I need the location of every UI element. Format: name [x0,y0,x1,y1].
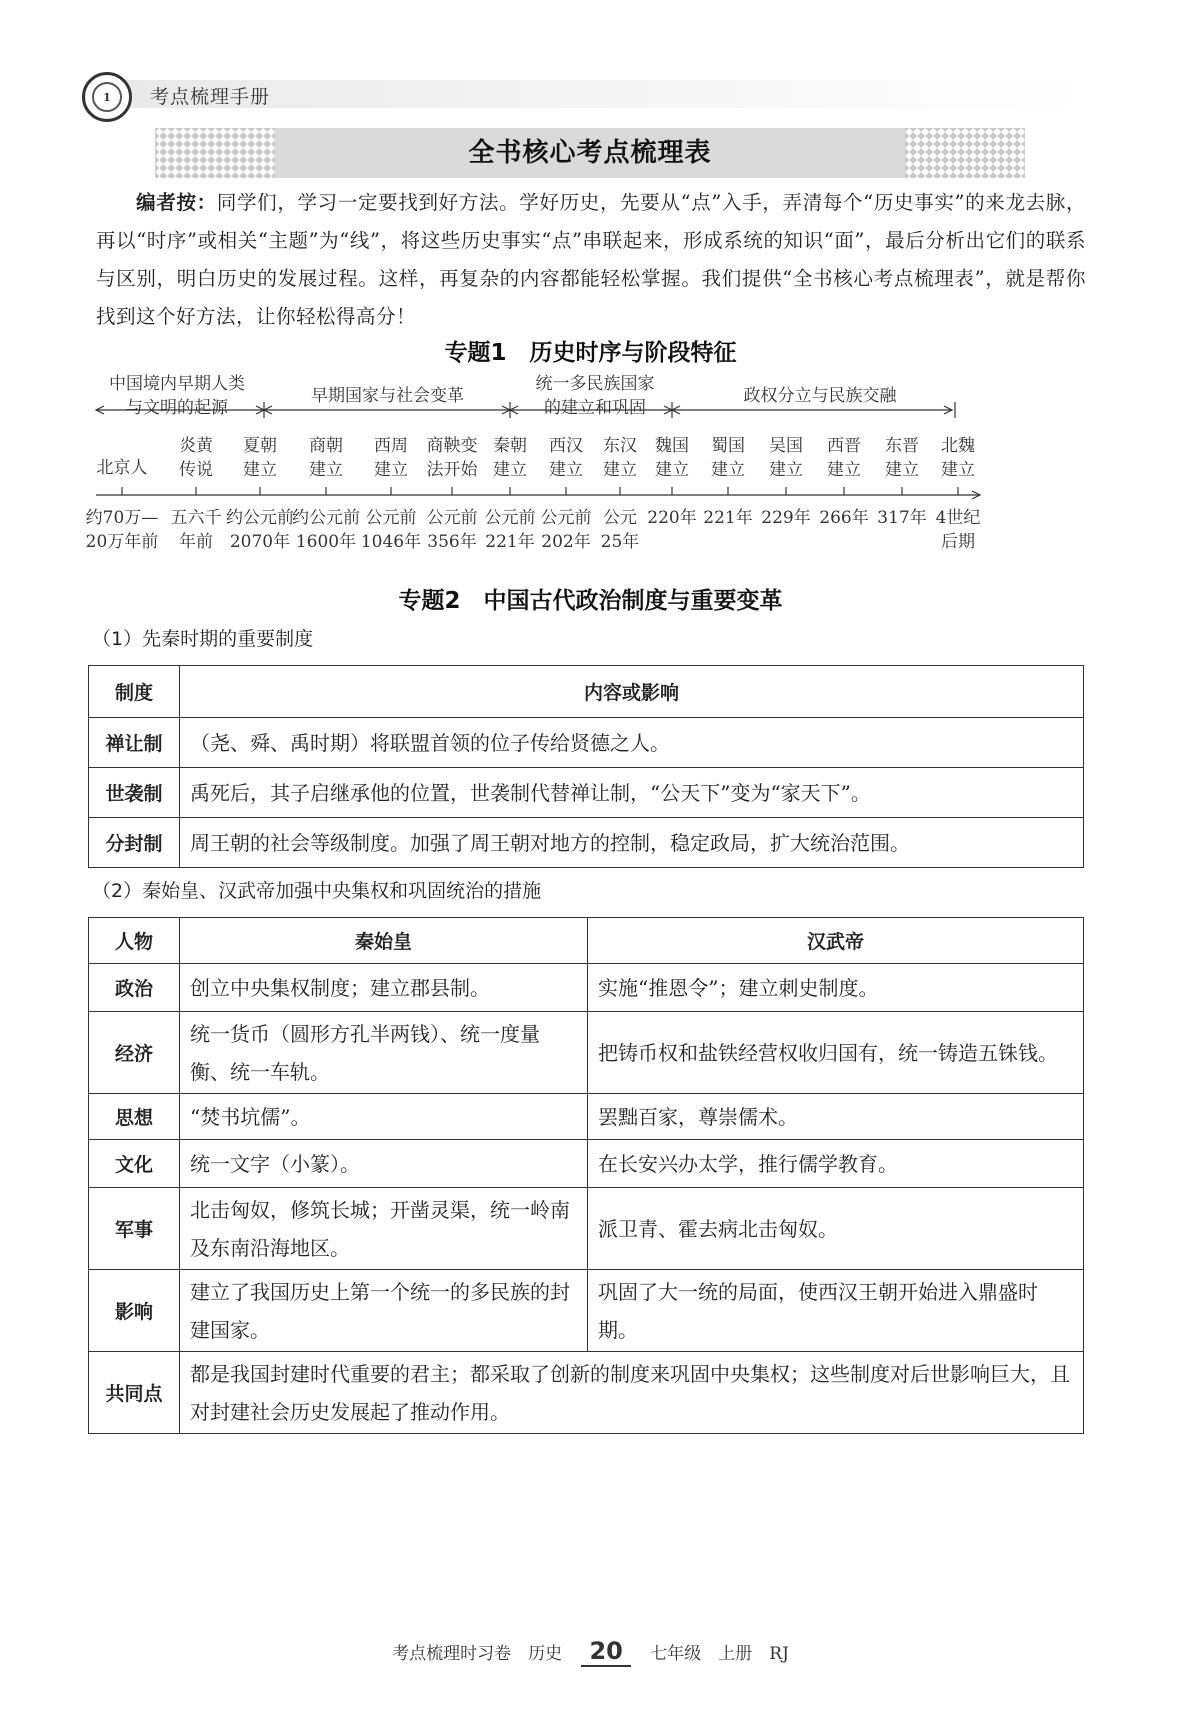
header-title: 考点梳理手册 [150,86,271,108]
event-line2: 建立 [711,460,745,480]
event-line2: 建立 [374,460,408,480]
event-line2: 建立 [769,460,803,480]
measure-category: 军事 [89,1188,180,1270]
table-row [89,1140,1084,1188]
book-logo-text: 1 [92,82,122,112]
event-line1: 魏国 [655,436,689,456]
table2-header-qin: 秦始皇 [180,918,588,964]
qin-measure: “焚书坑儒”。 [180,1094,588,1140]
timeline [0,0,1181,620]
date-line1: 约公元前 [226,508,294,528]
qin-measure: 统一货币（圆形方孔半两钱）、统一度量衡、统一车轨。 [180,1012,588,1094]
footer-left: 考点梳理时习卷 历史 [392,1644,563,1664]
event-line1: 夏朝 [243,436,277,456]
qin-measure: 创立中央集权制度；建立郡县制。 [180,964,588,1012]
han-measure: 实施“推恩令”；建立刺史制度。 [588,964,1084,1012]
date-line1: 公元前 [484,508,536,528]
date-line2: 年前 [179,532,213,552]
event-line1: 北京人 [96,458,148,478]
table-row [89,718,1084,768]
han-measure: 在长安兴办太学，推行儒学教育。 [588,1140,1084,1188]
date-line1: 公元前 [540,508,592,528]
date-line1: 公元前 [426,508,478,528]
event-line1: 吴国 [769,436,803,456]
period-line1: 政权分立与民族交融 [743,386,897,406]
date-line1: 五六千 [170,508,222,528]
event-line1: 东晋 [885,436,919,456]
system-content: 周王朝的社会等级制度。加强了周王朝对地方的控制，稳定政局，扩大统治范围。 [180,818,1084,868]
han-measure: 巩固了大一统的局面，使西汉王朝开始进入鼎盛时期。 [588,1270,1084,1352]
table1-header-system: 制度 [89,666,180,718]
event-line1: 北魏 [941,436,975,456]
emperors-measures-table [88,917,1084,1434]
period-line2: 的建立和巩固 [544,398,646,418]
footer [0,1637,1181,1667]
date-line2: 后期 [941,532,975,552]
measure-category: 经济 [89,1012,180,1094]
measure-category: 文化 [89,1140,180,1188]
timeline-date [80,506,164,554]
table-row [89,1188,1084,1270]
table-row [89,1012,1084,1094]
event-line1: 西周 [374,436,408,456]
event-line2: 建立 [885,460,919,480]
event-line1: 秦朝 [493,436,527,456]
footer-right: 七年级 上册 RJ [650,1644,789,1664]
table2-header-person: 人物 [89,918,180,964]
event-line1: 西汉 [549,436,583,456]
date-line2: 202年 [541,532,591,552]
date-line1: 约70万— [85,508,159,528]
period-line1: 早期国家与社会变革 [311,386,464,406]
table-row [89,818,1084,868]
table-row [89,964,1084,1012]
han-measure: 派卫青、霍去病北击匈奴。 [588,1188,1084,1270]
event-line2: 法开始 [426,460,478,480]
measure-category: 影响 [89,1270,180,1352]
date-line2: 25年 [600,532,640,552]
timeline-date [916,506,1000,554]
event-line1: 蜀国 [711,436,745,456]
event-line2: 传说 [179,460,213,480]
event-line2: 建立 [243,460,277,480]
timeline-event [82,456,162,480]
date-line1: 266年 [819,508,869,528]
event-line1: 商朝 [309,436,343,456]
date-line2: 1600年 [295,532,357,552]
date-line2: 2070年 [229,532,291,552]
event-line2: 建立 [941,460,975,480]
event-line2: 建立 [655,460,689,480]
date-line2: 20万年前 [85,532,159,552]
table-row [89,1270,1084,1352]
measure-category: 政治 [89,964,180,1012]
event-line2: 建立 [493,460,527,480]
table-row [89,1352,1084,1434]
subsection-1: （1）先秦时期的重要制度 [92,628,314,650]
system-name: 禅让制 [89,718,180,768]
qin-measure: 北击匈奴，修筑长城；开凿灵渠，统一岭南及东南沿海地区。 [180,1188,588,1270]
han-measure: 把铸币权和盐铁经营权收归国有，统一铸造五铢钱。 [588,1012,1084,1094]
date-line1: 公元 [603,508,637,528]
period-line1: 统一多民族国家 [535,374,655,394]
common-content: 都是我国封建时代重要的君主；都采取了创新的制度来巩固中央集权；这些制度对后世影响巨大，且对封建社会历史发展起了推动作用。 [180,1352,1084,1434]
system-content: （尧、舜、禹时期）将联盟首领的位子传给贤德之人。 [180,718,1084,768]
pre-qin-systems-table [88,665,1084,868]
subsection-2: （2）秦始皇、汉武帝加强中央集权和巩固统治的措施 [92,880,542,902]
editor-note-lead: 编者按： [136,191,217,214]
qin-measure: 统一文字（小篆）。 [180,1140,588,1188]
event-line2: 建立 [549,460,583,480]
timeline-event [918,434,998,482]
event-line1: 炎黄 [179,436,213,456]
qin-measure: 建立了我国历史上第一个统一的多民族的封建国家。 [180,1270,588,1352]
event-line1: 商鞅变 [426,436,478,456]
page-number: 20 [581,1637,630,1667]
table-row [89,768,1084,818]
page-title: 全书核心考点梳理表 [468,138,712,168]
han-measure: 罢黜百家，尊崇儒术。 [588,1094,1084,1140]
period-line2: 与文明的起源 [126,398,228,418]
date-line2: 1046年 [360,532,422,552]
system-name: 世袭制 [89,768,180,818]
common-label: 共同点 [89,1352,180,1434]
table-row [89,1094,1084,1140]
event-line2: 建立 [827,460,861,480]
editor-note-body: 同学们，学习一定要找到好方法。学好历史，先要从“点”入手，弄清每个“历史事实”的来龙去脉，再以“时序”或相关“主题”为“线”，将这些历史事实“点”串联起来，形成系统的知识“面”，最后分析出它们的联系与区别，明白历史的发展过程。这样，再复杂的内容都能轻松掌握。我们提供“全书核心考点梳理表”，就是帮你找到这个好方法，让你轻松得高分！ [96,191,1086,328]
system-content: 禹死后，其子启继承他的位置，世袭制代替禅让制，“公天下”变为“家天下”。 [180,768,1084,818]
date-line1: 公元前 [365,508,417,528]
event-line2: 建立 [309,460,343,480]
date-line2: 356年 [427,532,477,552]
period-line1: 中国境内早期人类 [109,374,245,394]
system-name: 分封制 [89,818,180,868]
event-line2: 建立 [603,460,637,480]
date-line1: 4世纪 [935,508,981,528]
date-line1: 317年 [877,508,927,528]
table1-header-content: 内容或影响 [180,666,1084,718]
date-line2: 221年 [485,532,535,552]
event-line1: 西晋 [827,436,861,456]
measure-category: 思想 [89,1094,180,1140]
date-line1: 221年 [703,508,753,528]
date-line1: 220年 [647,508,697,528]
event-line1: 东汉 [603,436,637,456]
date-line1: 约公元前 [292,508,360,528]
topic1-title: 专题1 历史时序与阶段特征 [444,340,737,366]
table2-header-han: 汉武帝 [588,918,1084,964]
date-line1: 229年 [761,508,811,528]
topic2-title: 专题2 中国古代政治制度与重要变革 [398,588,783,614]
